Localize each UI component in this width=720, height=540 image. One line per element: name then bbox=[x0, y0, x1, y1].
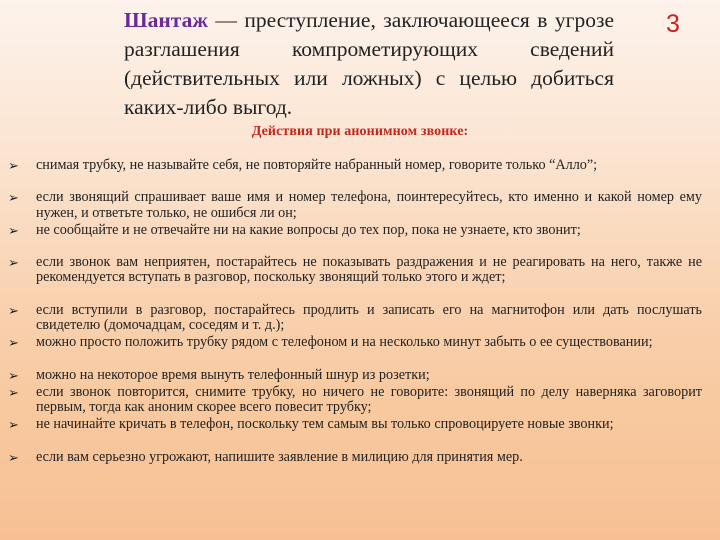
arrow-bullet-icon: ➢ bbox=[8, 303, 19, 319]
definition-term: Шантаж bbox=[124, 8, 208, 32]
arrow-bullet-icon: ➢ bbox=[8, 418, 19, 434]
arrow-bullet-icon: ➢ bbox=[8, 191, 19, 207]
list-item-text: если звонок вам неприятен, постарайтесь не показывать раздражения и не реагировать на него, также не рекомендуется вступать в разговор, поскольку звонящий только этого и ждет; bbox=[36, 255, 702, 286]
list-item-text: не сообщайте и не отвечайте ни на какие вопросы до тех пор, пока не узнаете, кто звонит; bbox=[36, 222, 581, 238]
definition-paragraph bbox=[124, 6, 614, 122]
list-item bbox=[8, 158, 702, 190]
list-item-text: можно на некоторое время вынуть телефонный шнур из розетки; bbox=[36, 367, 430, 383]
list-item-text: если звонящий спрашивает ваше имя и номер телефона, поинтересуйтесь, кто именно и какой номер ему нужен, и ответьте только, не ошибся ли он; bbox=[36, 190, 702, 221]
list-item bbox=[8, 450, 702, 467]
list-item bbox=[8, 417, 702, 449]
list-item bbox=[8, 368, 702, 385]
arrow-bullet-icon: ➢ bbox=[8, 159, 19, 174]
section-subheading: Действия при анонимном звонке: bbox=[251, 124, 469, 139]
list-item-text: не начинайте кричать в телефон, поскольку тем самым вы только спровоцируете новые звонки; bbox=[36, 417, 614, 433]
list-item bbox=[8, 385, 702, 417]
list-item bbox=[8, 190, 702, 222]
list-item bbox=[8, 255, 702, 303]
arrow-bullet-icon: ➢ bbox=[8, 385, 19, 401]
slide-number: 3 bbox=[666, 10, 680, 38]
list-item-text: если вам серьезно угрожают, напишите заявление в милицию для принятия мер. bbox=[36, 449, 523, 465]
list-item bbox=[8, 223, 702, 255]
arrow-bullet-icon: ➢ bbox=[8, 336, 19, 352]
list-item-text: можно просто положить трубку рядом с телефоном и на несколько минут забыть о ее существовании; bbox=[36, 335, 653, 351]
arrow-bullet-icon: ➢ bbox=[8, 450, 19, 466]
list-item-text: если вступили в разговор, постарайтесь продлить и записать его на магнитофон или дать послушать свидетелю (домочадцам, соседям и т. д.); bbox=[36, 302, 702, 333]
list-item-text: если звонок повторится, снимите трубку, но ничего не говорите: звонящий по делу наверняка заговорит первым, тогда как аноним скорее всего повесит трубку; bbox=[36, 384, 702, 415]
arrow-bullet-icon: ➢ bbox=[8, 223, 19, 239]
arrow-bullet-icon: ➢ bbox=[8, 368, 19, 384]
list-item bbox=[8, 303, 702, 335]
list-item-text: снимая трубку, не называйте себя, не повторяйте набранный номер, говорите только “Алло”; bbox=[36, 158, 598, 173]
definition-text: — преступление, заключающееся в угрозе разглашения компрометирующих сведений (действительных или ложных) с целью добиться каких-либо выгод. bbox=[124, 8, 614, 119]
advice-list bbox=[8, 158, 702, 467]
list-item bbox=[8, 335, 702, 367]
arrow-bullet-icon: ➢ bbox=[8, 256, 19, 272]
